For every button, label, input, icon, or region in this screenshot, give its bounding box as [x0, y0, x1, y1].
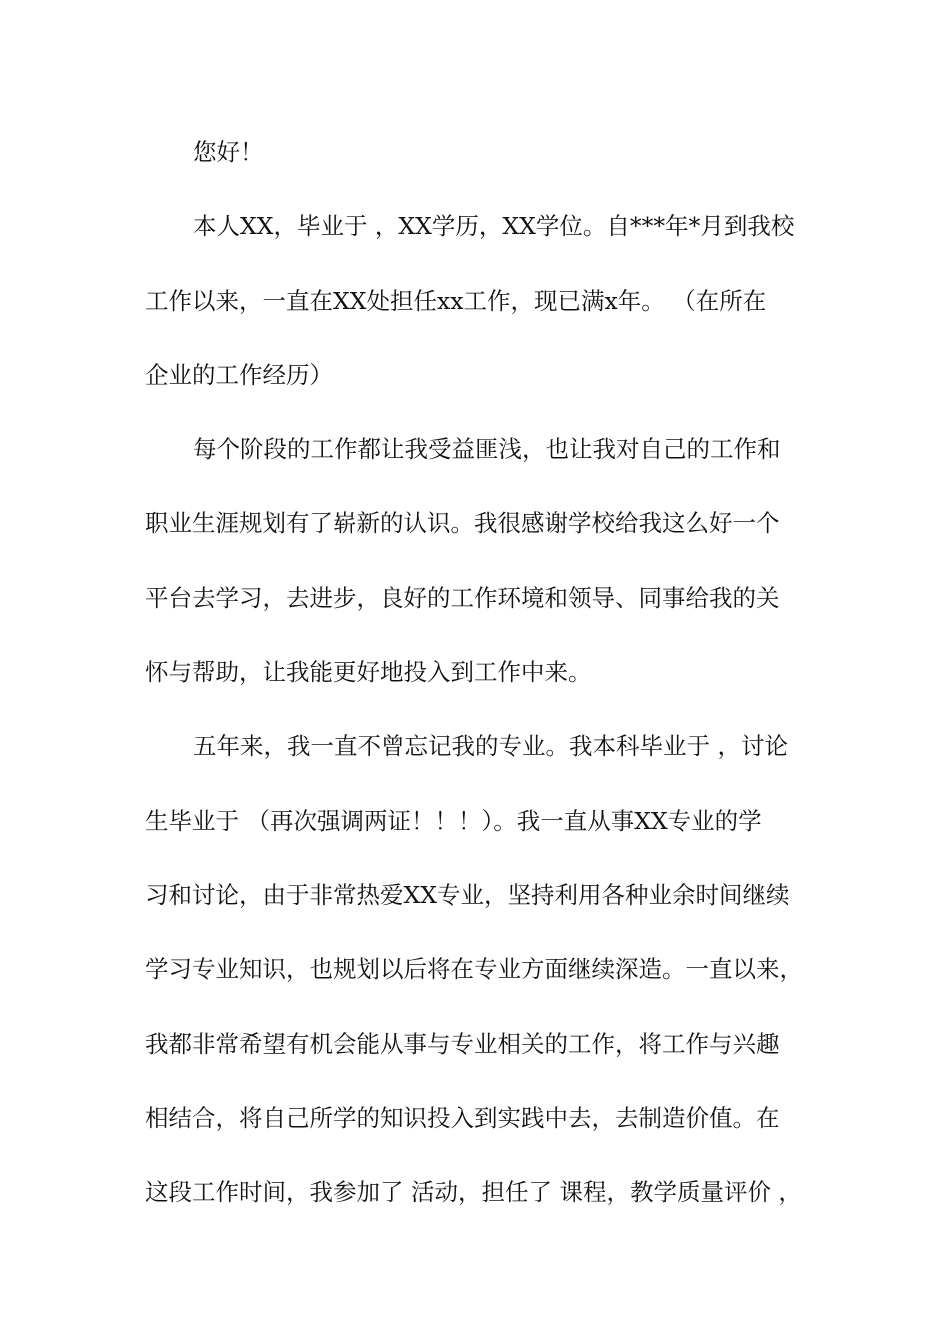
text-line: 本人XX，毕业于 ，XX学历，XX学位。自***年*月到我校: [193, 212, 795, 241]
text-line: 我都非常希望有机会能从事与专业相关的工作，将工作与兴趣: [145, 1029, 780, 1058]
text-line: 习和讨论，由于非常热爱XX专业，坚持利用各种业余时间继续: [145, 880, 790, 909]
text-line: 平台去学习，去进步，良好的工作环境和领导、同事给我的关: [145, 583, 780, 612]
text-line: 五年来，我一直不曾忘记我的专业。我本科毕业于 ，讨论: [193, 732, 788, 761]
text-line: 相结合，将自己所学的知识投入到实践中去，去制造价值。在: [145, 1103, 780, 1132]
text-line: 每个阶段的工作都让我受益匪浅，也让我对自己的工作和: [193, 435, 781, 464]
text-line: 生毕业于 （再次强调两证！！！）。我一直从事XX专业的学: [145, 806, 762, 835]
text-line: 这段工作时间，我参加了 活动，担任了 课程，教学质量评价 ，: [145, 1178, 802, 1207]
text-line: 企业的工作经历）: [145, 360, 333, 389]
text-line-greeting: 您好！: [193, 138, 264, 166]
text-line: 工作以来，一直在XX处担任xx工作，现已满x年。 （在所在: [145, 286, 767, 315]
letter-body: [145, 130, 825, 1244]
text-line: 职业生涯规划有了崭新的认识。我很感谢学校给我这么好一个: [145, 509, 780, 538]
text-line: 怀与帮助，让我能更好地投入到工作中来。: [145, 658, 592, 687]
text-line: 学习专业知识，也规划以后将在专业方面继续深造。一直以来，: [145, 955, 803, 984]
